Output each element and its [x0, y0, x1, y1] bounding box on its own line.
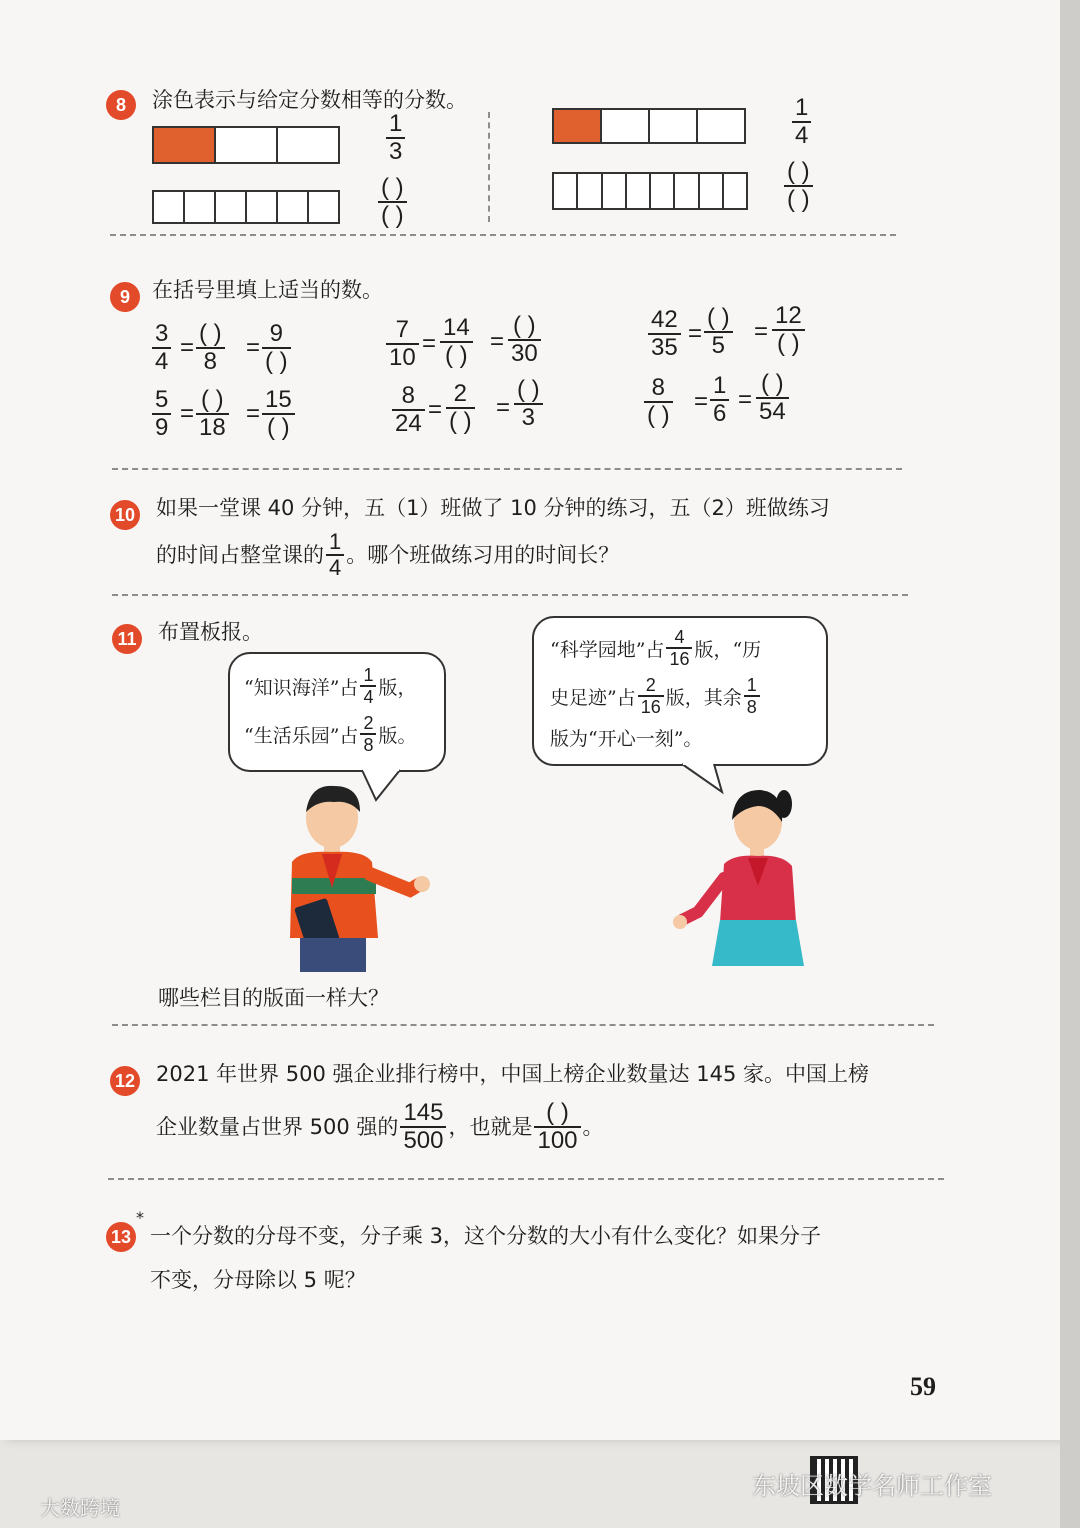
question-10-badge: 10 [110, 500, 140, 530]
fraction-blank[interactable]: ( ) 8 [196, 322, 225, 374]
fraction-one-third: 1 3 [386, 112, 405, 164]
watermark-right: 东坡区数学名师工作室 [752, 1472, 992, 1500]
equals-sign: = [496, 394, 511, 421]
equals-sign: = [180, 334, 195, 361]
question-10-line2: 的时间占整堂课的 $\frac{1}{4}$ 。哪个班做练习用的时间长？ [156, 529, 620, 580]
equals-sign: = [754, 318, 769, 345]
fraction-one-quarter: $\frac{1}{4}$ [326, 531, 344, 579]
equals-sign: = [246, 400, 261, 427]
watermark-left: 大数跨境 [40, 1496, 120, 1520]
divider [108, 1178, 944, 1180]
fraction: 5 9 [152, 388, 171, 440]
bar-thirds-shaded [152, 126, 340, 164]
question-9-badge: 9 [110, 282, 140, 312]
equals-sign: = [694, 388, 709, 415]
question-11-text: 布置板报。 [158, 620, 263, 644]
fraction-one-quarter: 1 4 [792, 96, 811, 148]
fraction-blank[interactable]: 9 ( ) [262, 322, 291, 374]
fraction-blank[interactable]: ( ) 30 [508, 314, 541, 366]
fraction-blank[interactable]: ( ) 18 [196, 388, 229, 440]
fraction-blank[interactable]: ( ) 54 [756, 372, 789, 424]
fraction-blank[interactable]: 8 ( ) [644, 376, 673, 428]
fraction: $\frac{1}{8}$ [744, 676, 760, 716]
question-12-line2: 企业数量占世界 500 强的 $\frac{145}{500}$ ，也就是 $\frac{( )}{100}$ 。 [156, 1099, 604, 1154]
answer-fraction-over-100[interactable]: $\frac{( )}{100}$ [534, 1101, 580, 1153]
page-number: 59 [910, 1372, 936, 1401]
divider [110, 234, 896, 236]
question-8-text: 涂色表示与给定分数相等的分数。 [152, 88, 467, 112]
question-9-text: 在括号里填上适当的数。 [152, 278, 383, 302]
equals-sign: = [490, 328, 505, 355]
fraction-blank[interactable]: ( ) 5 [704, 306, 733, 358]
question-13-line1: 一个分数的分母不变，分子乘 3，这个分数的大小有什么变化？如果分子 [150, 1224, 822, 1248]
fraction: 1 6 [710, 374, 729, 426]
divider [112, 468, 902, 470]
boy-speech-bubble: “知识海洋”占 $\frac{1}{4}$ 版， “生活乐园”占 $\frac{2}{8}$ 版。 [228, 652, 446, 772]
question-11-badge: 11 [112, 624, 142, 654]
divider [112, 1024, 934, 1026]
fraction-145-500: $\frac{145}{500}$ [400, 1101, 446, 1153]
equals-sign: = [688, 320, 703, 347]
fraction: $\frac{2}{16}$ [638, 676, 664, 716]
fraction-blank[interactable]: 12 ( ) [772, 304, 805, 356]
girl-illustration [668, 782, 818, 968]
answer-fraction-left[interactable]: ( ) ( ) [378, 176, 407, 228]
book-spine [1060, 0, 1080, 1528]
fraction: 8 24 [392, 384, 425, 436]
equals-sign: = [422, 330, 437, 357]
girl-speech-bubble: “科学园地”占 $\frac{4}{16}$ 版，“历 史足迹”占 $\frac{2}{16}$ 版，其余 $\frac{1}{8}$ 版为“开心一刻”。 [532, 616, 828, 766]
equals-sign: = [246, 334, 261, 361]
fraction: $\frac{1}{4}$ [360, 666, 376, 706]
fraction: 7 10 [386, 318, 419, 370]
question-10-line1: 如果一堂课 40 分钟，五（1）班做了 10 分钟的练习，五（2）班做练习 [156, 496, 830, 520]
question-13-badge: 13 [106, 1222, 136, 1252]
bar-cell [214, 128, 276, 162]
fraction-blank[interactable]: 15 ( ) [262, 388, 295, 440]
question-11-prompt: 哪些栏目的版面一样大？ [158, 986, 389, 1010]
fraction: 42 35 [648, 308, 681, 360]
fraction-blank[interactable]: ( ) 3 [514, 378, 543, 430]
question-12-badge: 12 [110, 1066, 140, 1096]
fraction: $\frac{4}{16}$ [666, 628, 692, 668]
fraction: 3 4 [152, 322, 171, 374]
fraction: $\frac{2}{8}$ [360, 714, 376, 754]
question-13-line2: 不变，分母除以 5 呢？ [150, 1268, 366, 1292]
question-12-line1: 2021 年世界 500 强企业排行榜中，中国上榜企业数量达 145 家。中国上榜 [156, 1062, 869, 1086]
divider [112, 594, 908, 596]
equals-sign: = [738, 386, 753, 413]
answer-fraction-right[interactable]: ( ) ( ) [784, 160, 813, 212]
divider-vertical [488, 112, 490, 222]
equals-sign: = [428, 396, 443, 423]
bar-sixths-blank[interactable] [152, 190, 340, 224]
boy-illustration [270, 778, 440, 974]
question-8-badge: 8 [106, 90, 136, 120]
bar-cell-shaded [154, 128, 214, 162]
equals-sign: = [180, 400, 195, 427]
challenge-star: * [136, 1208, 144, 1227]
bar-quarters-shaded [552, 108, 746, 144]
fraction-blank[interactable]: 2 ( ) [446, 382, 475, 434]
bar-eighths-blank[interactable] [552, 172, 748, 210]
fraction-blank[interactable]: 14 ( ) [440, 316, 473, 368]
bar-cell [276, 128, 338, 162]
